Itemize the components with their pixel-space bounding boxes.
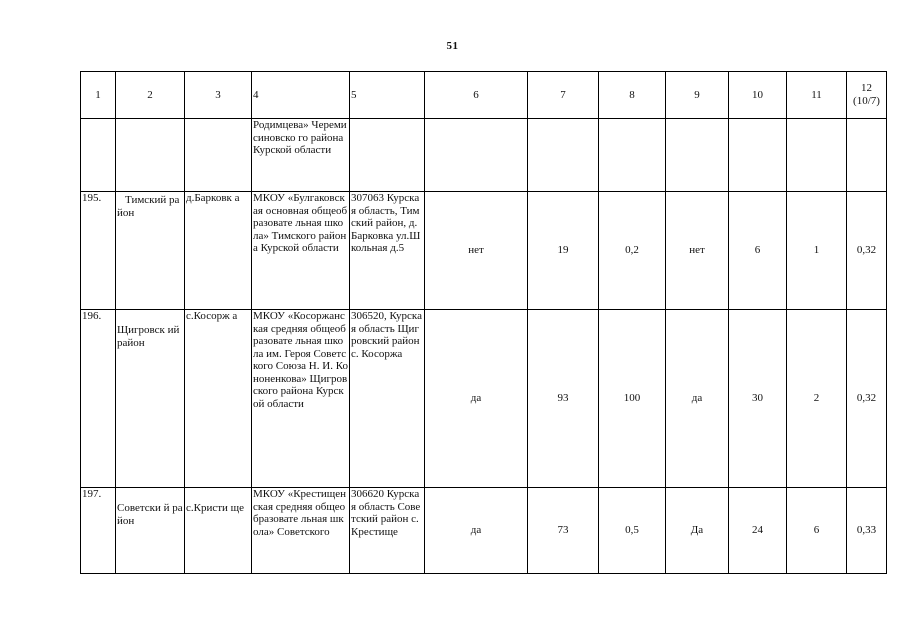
cell-col11: 2 — [787, 310, 847, 488]
header-cell-10: 10 — [729, 72, 787, 119]
cell-address: 306620 Курская область Советский район с.Крестище — [350, 488, 425, 574]
cell-col6: да — [425, 488, 528, 574]
table-row — [81, 192, 887, 310]
cell-col12: 0,32 — [847, 310, 887, 488]
cell-col11: 6 — [787, 488, 847, 574]
cell-school: МКОУ «Крестищенская средняя общеобразовате льная школа» Советского — [252, 488, 350, 574]
cell-col8: 0,2 — [599, 192, 666, 310]
header-cell-11: 11 — [787, 72, 847, 119]
cell-col6: нет — [425, 192, 528, 310]
cell-district: Тимский район — [116, 192, 185, 310]
cell-school: МКОУ «Косоржанская средняя общеобразовате льная школа им. Героя Советского Союза Н. И. Кононенкова» Щигровского района Курской области — [252, 310, 350, 488]
continuation-row — [81, 119, 887, 192]
cell-col9: нет — [666, 192, 729, 310]
cell-number: 195. — [81, 192, 116, 310]
header-cell-12: 12 (10/7) — [847, 72, 887, 119]
cell-district: Щигровск ий район — [116, 310, 185, 488]
cell-school: Родимцева» Черемисиновско го района Курской области — [252, 119, 350, 192]
cell-col9: да — [666, 310, 729, 488]
cell-school: МКОУ «Булгаковская основная общеобразовате льная школа» Тимского района Курской области — [252, 192, 350, 310]
header-cell-4: 4 — [252, 72, 350, 119]
cell-col8: 100 — [599, 310, 666, 488]
header-cell-1: 1 — [81, 72, 116, 119]
header-cell-5: 5 — [350, 72, 425, 119]
header-cell-2: 2 — [116, 72, 185, 119]
header-cell-8: 8 — [599, 72, 666, 119]
cell-number: 197. — [81, 488, 116, 574]
cell-col7: 93 — [528, 310, 599, 488]
cell-number: 196. — [81, 310, 116, 488]
cell-district: Советски й район — [116, 488, 185, 574]
header-cell-6: 6 — [425, 72, 528, 119]
header-row — [81, 72, 887, 119]
cell-col8: 0,5 — [599, 488, 666, 574]
cell-col10: 30 — [729, 310, 787, 488]
header-cell-7: 7 — [528, 72, 599, 119]
header-cell-3: 3 — [185, 72, 252, 119]
cell-col10: 6 — [729, 192, 787, 310]
cell-col12: 0,32 — [847, 192, 887, 310]
cell-col7: 73 — [528, 488, 599, 574]
cell-col9: Да — [666, 488, 729, 574]
table-row — [81, 488, 887, 574]
cell-col10: 24 — [729, 488, 787, 574]
cell-col6: да — [425, 310, 528, 488]
cell-locality: с.Косорж а — [185, 310, 252, 488]
schools-table — [80, 71, 887, 574]
cell-col12: 0,33 — [847, 488, 887, 574]
table-row — [81, 310, 887, 488]
cell-col7: 19 — [528, 192, 599, 310]
cell-address: 306520, Курская область Щигровский район с. Косоржа — [350, 310, 425, 488]
page-number: 51 — [446, 40, 459, 52]
cell-locality: д.Барковк а — [185, 192, 252, 310]
cell-col11: 1 — [787, 192, 847, 310]
cell-address: 307063 Курская область, Тимский район, д.Барковка ул.Школьная д.5 — [350, 192, 425, 310]
header-cell-9: 9 — [666, 72, 729, 119]
cell-locality: с.Кристи ще — [185, 488, 252, 574]
